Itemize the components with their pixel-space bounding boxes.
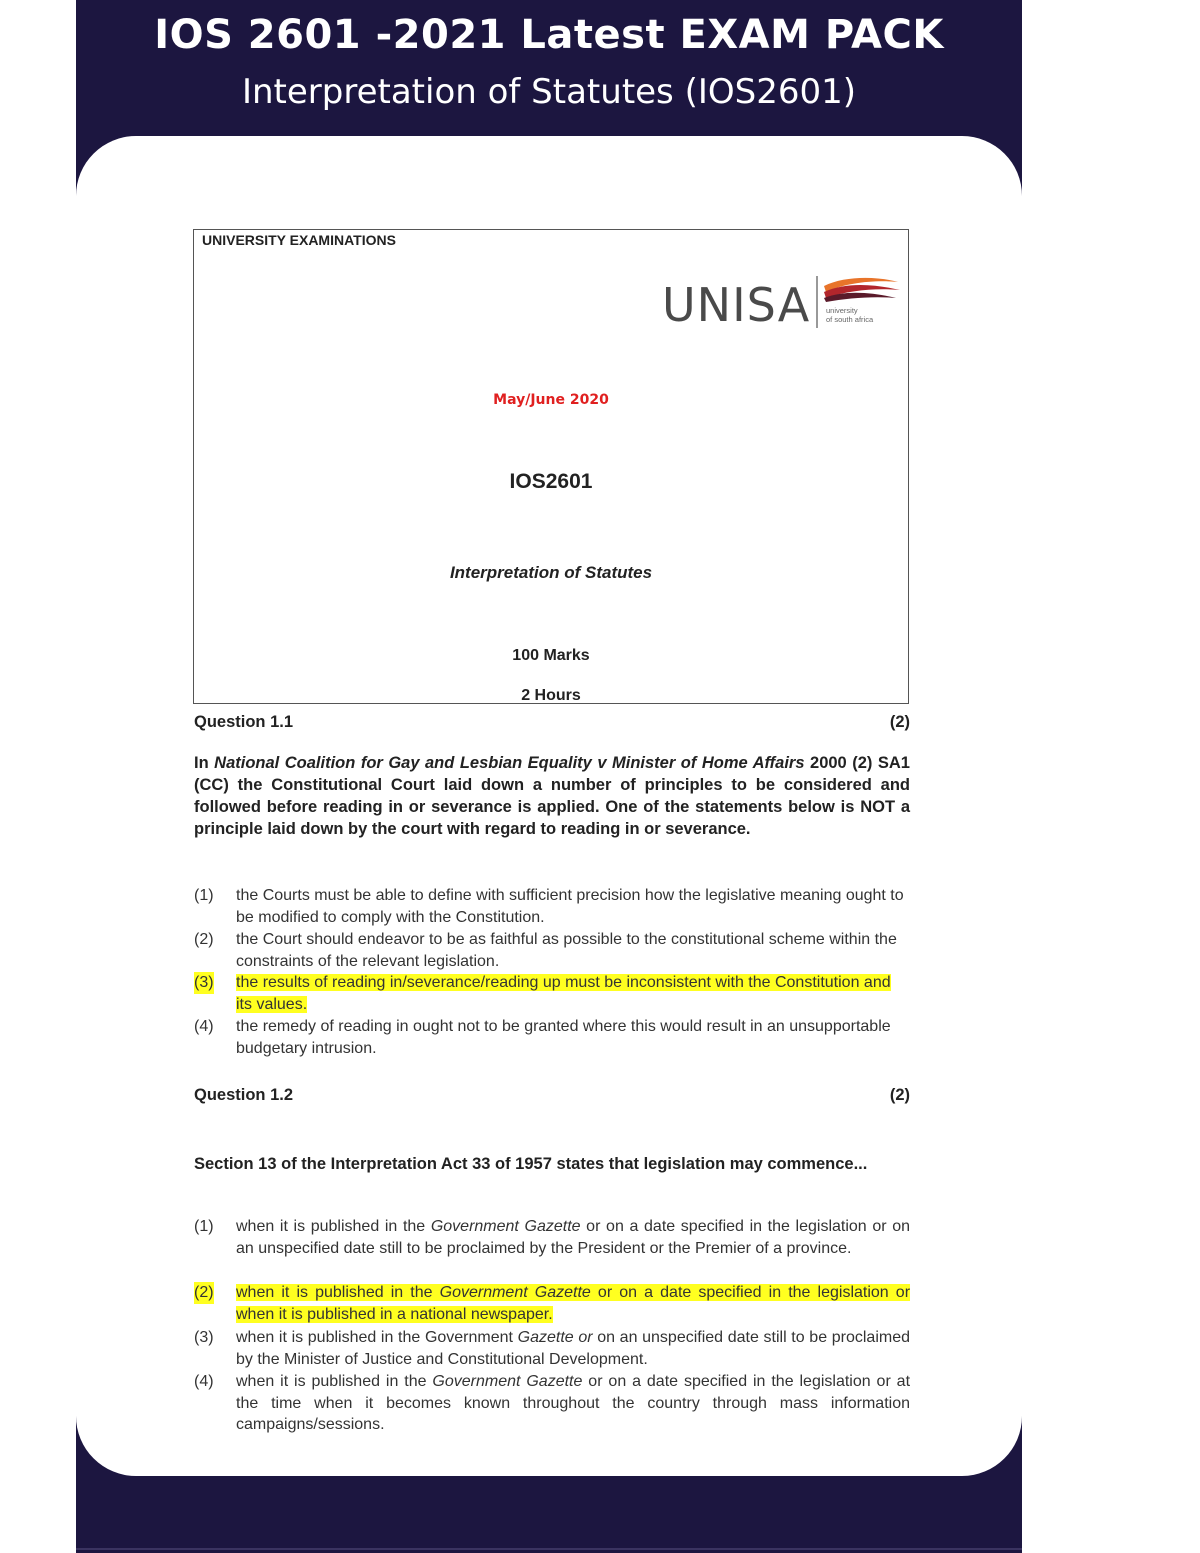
option-text: or on a date specified in the legislation or on an unspecified date still to be proclaimed by the President or the Premier of a province. [236,1218,911,1257]
exam-cover-box [193,229,909,704]
logo-tagline-line1: university [826,306,858,315]
option-text: the remedy of reading in ought not to be granted where this would result in an unsupportable budgetary intrusion. [236,1018,891,1057]
banner-title: IOS 2601 -2021 Latest EXAM PACK [154,12,944,58]
option-number: (2) [194,1282,214,1304]
option-emphasis: Government Gazette [439,1284,591,1301]
stem-text: 2000 (2) SA1 (CC) the Constitutional Court laid down a number of principles to be considered and followed before reading in or severance is applied. One of the statements below is NOT a principle laid down by the court with regard to reading in or severance. [194,754,910,838]
stem-text: In [194,754,215,772]
q1-2-option-2 [194,1282,910,1325]
question-1-1-heading [194,713,910,732]
question-1-2-heading [194,1086,910,1105]
question-1-1-stem [194,752,910,840]
option-number: (1) [194,887,214,904]
case-name: National Coalition for Gay and Lesbian Equality v Minister of Home Affairs [214,754,805,772]
module-name: Interpretation of Statutes [449,563,653,582]
option-text: the Court should endeavor to be as faithful as possible to the constitutional scheme within the constraints of the relevant legislation. [236,931,897,970]
option-number: (4) [194,1018,214,1035]
option-emphasis: Government Gazette [432,1373,583,1390]
exam-date: May/June 2020 [493,392,609,408]
option-number: (4) [194,1373,214,1390]
question-label: Question 1.2 [194,1086,294,1104]
question-label: Question 1.1 [194,713,294,731]
q1-1-option-4 [194,1016,910,1059]
question-1-2-stem: Section 13 of the Interpretation Act 33 of 1957 states that legislation may commence... [194,1155,868,1173]
course-code: IOS2601 [509,470,593,493]
q1-2-option-4 [194,1371,910,1436]
option-text: when it is published in the [236,1218,431,1235]
q1-1-option-1 [194,885,910,928]
q1-2-option-1 [194,1216,910,1259]
footer-divider [76,1548,1022,1550]
q1-2-option-3 [194,1327,910,1370]
option-emphasis: Government Gazette [430,1218,581,1235]
logo-text: UNISA [662,278,811,332]
option-number: (3) [194,1329,214,1346]
question-marks: (2) [889,713,910,731]
option-text: when it is published in the Government [236,1329,518,1346]
question-marks: (2) [889,1086,910,1104]
logo-tagline-line2: of south africa [826,315,874,324]
option-emphasis: Gazette or [517,1329,593,1346]
option-number: (1) [194,1218,214,1235]
exam-duration: 2 Hours [521,687,581,704]
q1-1-option-2 [194,929,910,972]
banner-subtitle: Interpretation of Statutes (IOS2601) [241,72,857,112]
cover-header: UNIVERSITY EXAMINATIONS [202,232,396,248]
total-marks: 100 Marks [512,647,590,664]
option-text-highlighted: the results of reading in/severance/reading up must be inconsistent with the Constitution and its values. [236,974,891,1013]
q1-1-option-3 [194,972,910,1015]
option-number: (3) [194,972,214,994]
option-text: or on a date specified in the legislation or at the time when it becomes known throughout the country through mass information campaigns/sessions. [236,1373,911,1433]
option-number: (2) [194,931,214,948]
unisa-logo [662,274,902,334]
option-text: the Courts must be able to define with sufficient precision how the legislative meaning ought to be modified to comply with the Constitution. [236,887,904,926]
option-text: on an unspecified date still to be proclaimed by the Minister of Justice and Constitutional Development. [236,1329,911,1368]
option-text-highlighted: or on a date specified in the legislation or when it is published in a national newspaper. [236,1284,911,1323]
logo-tagline [826,306,873,324]
option-text: when it is published in the [236,1373,433,1390]
option-text-highlighted: when it is published in the [236,1284,440,1301]
